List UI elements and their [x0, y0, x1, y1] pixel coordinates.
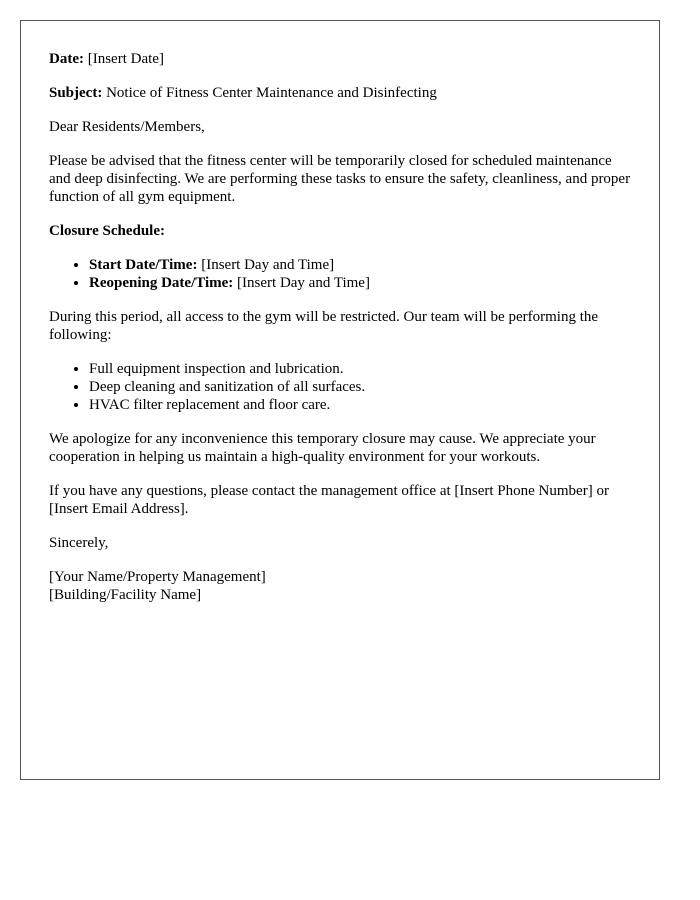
date-line: [49, 50, 631, 68]
letter-document: [20, 20, 660, 780]
greeting: Dear Residents/Members,: [49, 119, 205, 135]
task-list: [49, 360, 631, 414]
signature-name: [Your Name/Property Management]: [49, 569, 266, 585]
schedule-heading: [49, 222, 631, 240]
signature-block: [49, 568, 631, 604]
task-item: • Full equipment inspection and lubrication.: [89, 360, 631, 378]
task-item: • Deep cleaning and sanitization of all surfaces.: [89, 378, 631, 396]
closing: Sincerely,: [49, 535, 109, 551]
signature-facility: [Building/Facility Name]: [49, 587, 202, 603]
schedule-item-label: Reopening Date/Time:: [89, 275, 234, 291]
schedule-list: [49, 256, 631, 292]
schedule-item-reopening: [89, 274, 631, 292]
task-item: • HVAC filter replacement and floor care.: [89, 396, 631, 414]
date-label: Date:: [49, 51, 84, 67]
schedule-item-label: Start Date/Time:: [89, 257, 198, 273]
intro-paragraph: Please be advised that the fitness center will be temporarily closed for scheduled maintenance and deep disinfecting. We are performing these tasks to ensure the safety, cleanliness, and proper function of all gym equipment.: [49, 153, 631, 205]
schedule-item-start: [89, 256, 631, 274]
subject-value: Notice of Fitness Center Maintenance and Disinfecting: [106, 85, 437, 101]
date-value: [Insert Date]: [87, 51, 164, 67]
apology-paragraph: We apologize for any inconvenience this temporary closure may cause. We appreciate your cooperation in helping us maintain a high-quality environment for your workouts.: [49, 431, 596, 465]
contact-paragraph: If you have any questions, please contact the management office at [Insert Phone Number] or [Insert Email Address].: [49, 483, 609, 517]
subject-line: [49, 84, 631, 102]
schedule-heading-text: Closure Schedule:: [49, 223, 165, 239]
work-intro-paragraph: During this period, all access to the gym will be restricted. Our team will be performing the following:: [49, 309, 599, 343]
schedule-item-value: [Insert Day and Time]: [237, 275, 370, 291]
subject-label: Subject:: [49, 85, 103, 101]
schedule-item-value: [Insert Day and Time]: [201, 257, 335, 273]
